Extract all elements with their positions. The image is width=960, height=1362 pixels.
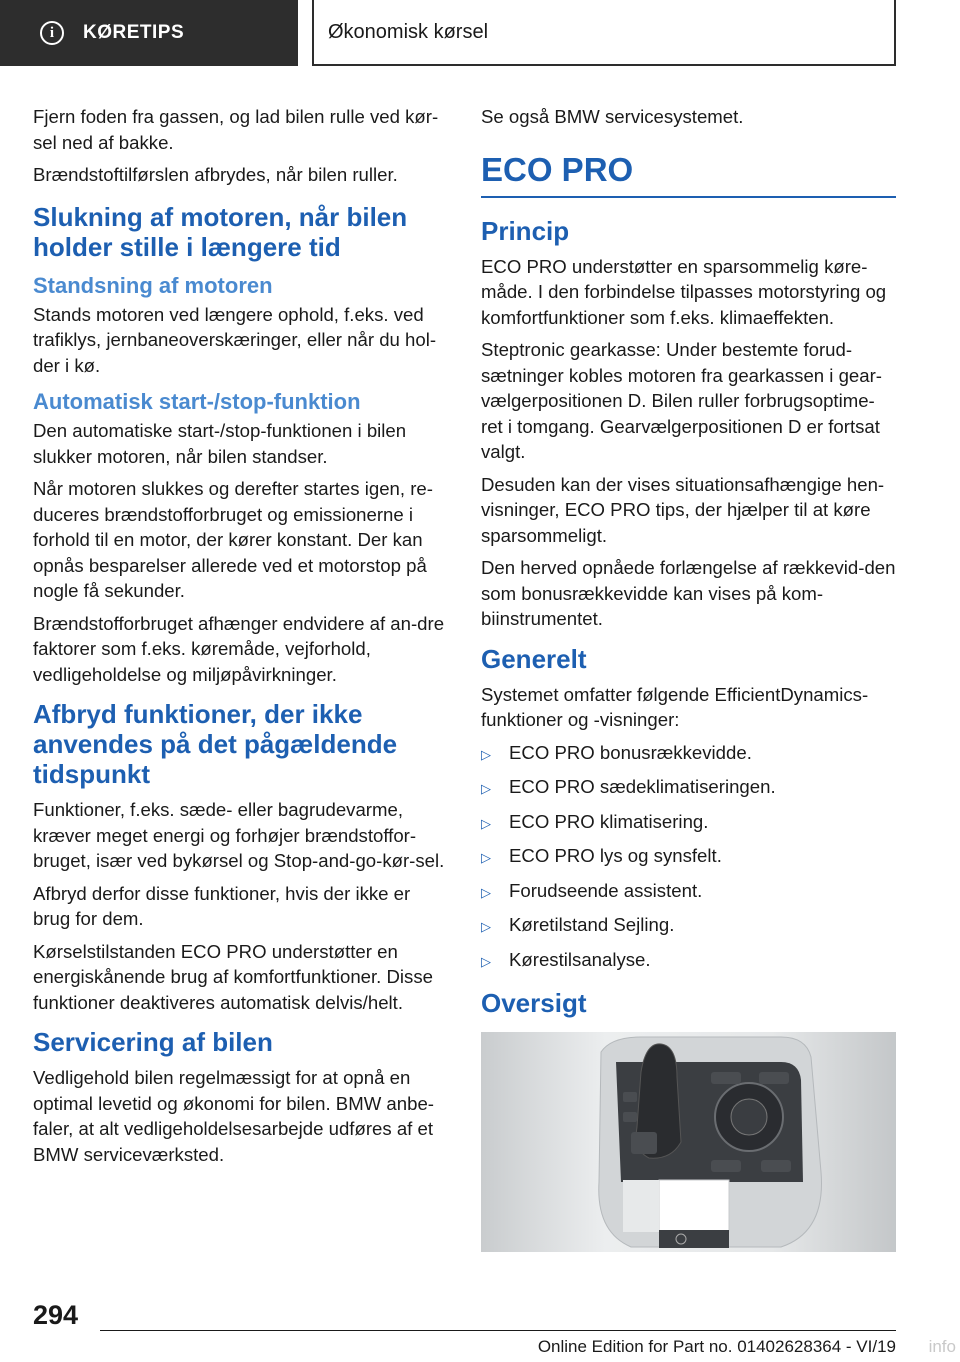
- paragraph: ECO PRO understøtter en sparsommelig køre-måde. I den forbindelse tilpasses motorstyring og komfortfunktioner som f.eks. klimaeffekten.: [481, 255, 887, 328]
- heading-afbryd: Afbryd funktioner, der ikke anvendes på det pågældende tidspunkt: [33, 699, 398, 789]
- paragraph: Når motoren slukkes og derefter startes igen, re-duceres brændstofforbruget og emissionerne i forhold til en motor, der kører konstant. Der kan opnås besparelser allerede ved et motorstop på nogle få sekunder.: [33, 478, 433, 601]
- triangle-bullet-icon: ▷: [481, 884, 491, 900]
- edition-text: Online Edition for Part no. 01402628364 - VI/19: [537, 1337, 896, 1356]
- list-item: ▷ ECO PRO lys og synsfelt.: [481, 843, 896, 871]
- triangle-bullet-icon: ▷: [481, 850, 491, 865]
- triangle-bullet-icon: ▷: [481, 919, 491, 934]
- chapter-title: Økonomisk kørsel: [328, 20, 489, 43]
- subheading-standsning: Standsning af motoren: [33, 272, 273, 298]
- heading-eco-pro: ECO PRO: [481, 150, 896, 198]
- paragraph: Den herved opnåede forlængelse af rækkevid-den som bonusrækkevidde kan vises på kom-biinstrumentet.: [481, 557, 896, 629]
- page-number: 294: [33, 1300, 79, 1330]
- list-item: ▷ Kørestilsanalyse.: [481, 947, 896, 975]
- list-item: ▷ ECO PRO bonusrækkevidde.: [481, 740, 896, 768]
- triangle-bullet-icon: ▷: [481, 746, 491, 762]
- start-stop-button: [631, 1132, 657, 1154]
- feature-list: [481, 740, 896, 975]
- paragraph: Afbryd derfor disse funktioner, hvis der ikke er brug for dem.: [33, 882, 411, 929]
- paragraph: Brændstofforbruget afhænger endvidere af an-dre faktorer som f.eks. køremåde, vejforhold, vedligeholdelse og miljøpåvirkninger.: [33, 612, 445, 685]
- watermark: info: [928, 1337, 956, 1356]
- chapter-tab: [312, 0, 896, 66]
- heading-generelt: Generelt: [481, 643, 587, 674]
- paragraph: Vedligehold bilen regelmæssigt for at opnå en optimal levetid og økonomi for bilen. BMW anbe-faler, at alt vedligeholdelsesarbejde udføres af et BMW serviceværksted.: [33, 1067, 434, 1165]
- heading-service: Servicering af bilen: [33, 1027, 273, 1057]
- paragraph: Funktioner, f.eks. sæde- eller bagrudevarme, kræver meget energi og forhøjer brændstoffor-bruget, især ved bykørsel og Stop-and-go-kør-sel.: [33, 799, 445, 871]
- paragraph: Se også BMW servicesystemet.: [481, 106, 744, 127]
- paragraph: Systemet omfatter følgende EfficientDynamics-funktioner og -visninger:: [481, 683, 869, 730]
- section-tab: [0, 0, 298, 66]
- footer-divider: [100, 1330, 896, 1331]
- triangle-bullet-icon: ▷: [481, 815, 491, 831]
- list-item: ▷ Køretilstand Sejling.: [481, 912, 896, 940]
- triangle-bullet-icon: ▷: [481, 781, 491, 796]
- paragraph: Den automatiske start-/stop-funktionen i bilen slukker motoren, når bilen standser.: [33, 420, 407, 467]
- right-column: [481, 104, 896, 1252]
- paragraph: Stands motoren ved længere ophold, f.eks. ved trafiklys, jernbaneoverskæringer, eller når du hol-der i kø.: [33, 303, 437, 376]
- console-figure: [481, 1032, 896, 1252]
- page-header: [0, 0, 960, 66]
- paragraph: Fjern foden fra gassen, og lad bilen rulle ved kør-sel ned af bakke.: [33, 106, 439, 153]
- paragraph: Steptronic gearkasse: Under bestemte forud-sætninger kobles motoren fra gearkassen i gear-vælgerpositionen D. Bilen ruller forbrugsoptime-ret i tomgang. Gearvælgerpositionen D er fortsat valgt.: [481, 339, 883, 462]
- heading-princip: Princip: [481, 215, 570, 246]
- paragraph: Kørselstilstanden ECO PRO understøtter en energiskånende brug af komfortfunktioner. Disse funktioner deaktiveres automatisk delvis/helt.: [33, 940, 433, 1013]
- console-illustration: [481, 1032, 896, 1252]
- list-item: ▷ ECO PRO sædeklimatiseringen.: [481, 774, 896, 802]
- section-title: KØRETIPS: [83, 22, 185, 43]
- left-column: [33, 104, 448, 1174]
- triangle-bullet-icon: ▷: [481, 953, 491, 969]
- list-item: ▷ Forudseende assistent.: [481, 878, 896, 906]
- heading-slukning: Slukning af motoren, når bilen holder stille i længere tid: [33, 201, 408, 262]
- info-icon: i: [40, 21, 64, 45]
- heading-oversigt: Oversigt: [481, 988, 587, 1018]
- paragraph: Brændstoftilførslen afbrydes, når bilen ruller.: [33, 164, 398, 185]
- list-item: ▷ ECO PRO klimatisering.: [481, 809, 896, 837]
- paragraph: Desuden kan der vises situationsafhængige hen-visninger, ECO PRO tips, der hjælper til at køre sparsommeligt.: [481, 473, 885, 546]
- subheading-auto-start-stop: Automatisk start-/stop-funktion: [33, 389, 361, 414]
